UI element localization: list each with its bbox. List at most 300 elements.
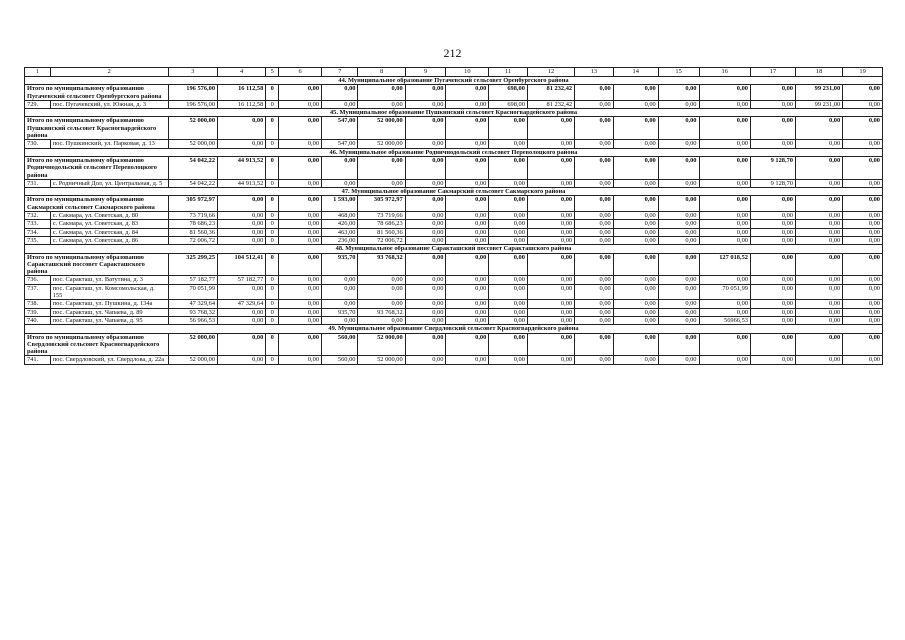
value-cell: 0,00 [279, 284, 322, 300]
value-cell: 16 112,58 [218, 100, 266, 108]
value-cell: 0,00 [405, 316, 446, 324]
value-cell: 0,00 [489, 276, 528, 284]
value-cell: 0,00 [796, 228, 843, 236]
table-row [25, 100, 883, 108]
value-cell: 0,00 [613, 220, 658, 228]
value-cell: 0,00 [613, 85, 658, 101]
value-cell: 0,00 [489, 228, 528, 236]
value-cell: 0,00 [405, 117, 446, 140]
value-cell: 0,00 [489, 253, 528, 276]
value-cell: 0 [266, 212, 279, 220]
value-cell: 0,00 [613, 117, 658, 140]
column-header: 3 [168, 68, 217, 77]
table-row [25, 179, 883, 187]
value-cell: 0,00 [843, 236, 883, 244]
section-title-row [25, 77, 883, 85]
value-cell: 0,00 [613, 333, 658, 356]
value-cell: 0,00 [750, 228, 795, 236]
value-cell: 0,00 [218, 212, 266, 220]
register-table [24, 67, 883, 365]
value-cell: 0,00 [575, 140, 614, 148]
value-cell: 73 719,66 [168, 212, 217, 220]
value-cell: 547,00 [322, 140, 358, 148]
value-cell: 0,00 [218, 236, 266, 244]
value-cell: 0,00 [279, 196, 322, 212]
value-cell: 0,00 [489, 196, 528, 212]
value-cell: 0,00 [658, 228, 699, 236]
value-cell: 0 [266, 316, 279, 324]
value-cell: 0,00 [405, 236, 446, 244]
value-cell: 0,00 [575, 284, 614, 300]
value-cell: 0,00 [527, 356, 574, 364]
row-address: пос. Пушкинский, ул. Парковая, д. 13 [50, 140, 168, 148]
value-cell: 0 [266, 179, 279, 187]
value-cell: 0,00 [796, 140, 843, 148]
table-row [25, 300, 883, 308]
row-number: 735. [25, 236, 51, 244]
value-cell: 0,00 [843, 300, 883, 308]
row-number: 729. [25, 100, 51, 108]
value-cell: 0,00 [843, 85, 883, 101]
row-address: с. Сакмара, ул. Советская, д. 84 [50, 228, 168, 236]
value-cell: 93 768,32 [358, 308, 405, 316]
value-cell: 56 966,53 [168, 316, 217, 324]
column-header: 16 [699, 68, 750, 77]
section-title-row [25, 245, 883, 253]
value-cell: 0,00 [613, 212, 658, 220]
value-cell: 52 000,00 [168, 356, 217, 364]
value-cell: 0,00 [279, 236, 322, 244]
value-cell: 0,00 [279, 117, 322, 140]
value-cell: 0,00 [489, 308, 528, 316]
value-cell: 0,00 [279, 100, 322, 108]
value-cell: 0,00 [750, 212, 795, 220]
value-cell: 0,00 [843, 196, 883, 212]
value-cell: 0,00 [489, 284, 528, 300]
value-cell: 0 [266, 196, 279, 212]
value-cell: 0,00 [527, 300, 574, 308]
value-cell: 47 329,64 [168, 300, 217, 308]
value-cell: 0,00 [658, 220, 699, 228]
column-header: 10 [446, 68, 489, 77]
value-cell: 0,00 [527, 117, 574, 140]
value-cell: 0,00 [750, 276, 795, 284]
value-cell: 0,00 [446, 356, 489, 364]
value-cell: 0 [266, 140, 279, 148]
section-title: 48. Муниципальное образование Саракташский поссовет Саракташского района [25, 245, 883, 253]
value-cell: 47 329,64 [218, 300, 266, 308]
value-cell: 70 051,99 [168, 284, 217, 300]
value-cell: 0,00 [489, 212, 528, 220]
value-cell: 0,00 [750, 300, 795, 308]
value-cell: 0,00 [446, 253, 489, 276]
value-cell: 0,00 [218, 220, 266, 228]
total-label: Итого по муниципальному образованию Пушкинский сельсовет Красногвардейского района [25, 117, 169, 140]
value-cell: 426,00 [322, 220, 358, 228]
value-cell: 0,00 [527, 276, 574, 284]
column-header: 17 [750, 68, 795, 77]
value-cell: 0,00 [796, 196, 843, 212]
value-cell: 0,00 [527, 236, 574, 244]
value-cell: 0,00 [279, 220, 322, 228]
value-cell: 0,00 [446, 140, 489, 148]
value-cell: 0,00 [699, 196, 750, 212]
value-cell: 0,00 [489, 356, 528, 364]
value-cell: 0,00 [658, 117, 699, 140]
value-cell: 0,00 [658, 308, 699, 316]
value-cell: 698,00 [489, 85, 528, 101]
section-title-row [25, 148, 883, 156]
value-cell: 0,00 [405, 85, 446, 101]
value-cell: 0,00 [658, 333, 699, 356]
value-cell: 0,00 [750, 140, 795, 148]
value-cell: 0,00 [405, 100, 446, 108]
value-cell: 0,00 [750, 356, 795, 364]
value-cell: 72 006,72 [358, 236, 405, 244]
value-cell: 0,00 [658, 284, 699, 300]
total-row [25, 117, 883, 140]
value-cell: 0,00 [218, 284, 266, 300]
value-cell: 0,00 [527, 228, 574, 236]
value-cell: 305 972,97 [168, 196, 217, 212]
value-cell: 0,00 [489, 156, 528, 179]
value-cell: 0 [266, 253, 279, 276]
value-cell: 236,00 [322, 236, 358, 244]
register-body [25, 68, 883, 365]
value-cell: 0,00 [218, 228, 266, 236]
value-cell: 56966,53 [699, 316, 750, 324]
section-title: 44. Муниципальное образование Пугачевский сельсовет Оренбургского района [25, 77, 883, 85]
value-cell: 0,00 [843, 156, 883, 179]
value-cell: 9 128,70 [750, 179, 795, 187]
value-cell: 0,00 [699, 228, 750, 236]
row-address: пос. Саракташ, ул. Чапаева, д. 89 [50, 308, 168, 316]
value-cell: 57 182,77 [218, 276, 266, 284]
value-cell: 78 686,23 [168, 220, 217, 228]
value-cell: 0,00 [699, 276, 750, 284]
value-cell: 1 593,00 [322, 196, 358, 212]
value-cell: 104 512,41 [218, 253, 266, 276]
value-cell: 0,00 [750, 308, 795, 316]
value-cell: 0,00 [358, 156, 405, 179]
row-address: пос. Саракташ, ул. Пушкина, д. 134а [50, 300, 168, 308]
value-cell: 0,00 [843, 179, 883, 187]
section-title-row [25, 188, 883, 196]
value-cell: 0,00 [613, 356, 658, 364]
value-cell: 468,00 [322, 212, 358, 220]
value-cell: 127 018,52 [699, 253, 750, 276]
value-cell: 52 000,00 [358, 117, 405, 140]
value-cell: 0,00 [405, 356, 446, 364]
value-cell: 0,00 [405, 308, 446, 316]
section-title: 47. Муниципальное образование Сакмарский сельсовет Сакмарского района [25, 188, 883, 196]
value-cell: 0,00 [843, 212, 883, 220]
value-cell: 52 000,00 [168, 117, 217, 140]
value-cell: 0,00 [527, 316, 574, 324]
value-cell: 44 913,52 [218, 156, 266, 179]
value-cell: 0,00 [796, 220, 843, 228]
value-cell: 0,00 [796, 356, 843, 364]
value-cell: 547,00 [322, 117, 358, 140]
value-cell: 0,00 [489, 316, 528, 324]
value-cell: 0,00 [279, 276, 322, 284]
value-cell: 0,00 [796, 117, 843, 140]
value-cell: 52 000,00 [358, 333, 405, 356]
table-row [25, 228, 883, 236]
value-cell: 0,00 [843, 140, 883, 148]
value-cell: 0,00 [575, 179, 614, 187]
value-cell: 0 [266, 284, 279, 300]
value-cell: 0,00 [750, 316, 795, 324]
row-address: пос. Пугачевский, ул. Южная, д. 3 [50, 100, 168, 108]
row-number: 741. [25, 356, 51, 364]
total-label: Итого по муниципальному образованию Сакмарский сельсовет Сакмарского района [25, 196, 169, 212]
value-cell: 560,00 [322, 356, 358, 364]
value-cell: 0,00 [527, 140, 574, 148]
value-cell: 0,00 [750, 85, 795, 101]
value-cell: 0,00 [218, 356, 266, 364]
value-cell: 0,00 [218, 140, 266, 148]
column-header: 4 [218, 68, 266, 77]
column-header: 15 [658, 68, 699, 77]
value-cell: 0,00 [322, 85, 358, 101]
row-number: 730. [25, 140, 51, 148]
value-cell: 0,00 [613, 300, 658, 308]
value-cell: 0,00 [489, 300, 528, 308]
value-cell: 0,00 [843, 117, 883, 140]
value-cell: 0,00 [699, 140, 750, 148]
value-cell: 93 768,32 [358, 253, 405, 276]
row-number: 738. [25, 300, 51, 308]
value-cell: 0,00 [446, 156, 489, 179]
value-cell: 0,00 [322, 284, 358, 300]
row-address: с. Сакмара, ул. Советская, д. 86 [50, 236, 168, 244]
value-cell: 0,00 [843, 220, 883, 228]
value-cell: 0,00 [405, 179, 446, 187]
value-cell: 0,00 [796, 212, 843, 220]
table-row [25, 140, 883, 148]
value-cell: 0,00 [575, 308, 614, 316]
value-cell: 0,00 [446, 212, 489, 220]
value-cell: 57 182,77 [168, 276, 217, 284]
row-number: 734. [25, 228, 51, 236]
value-cell: 0,00 [843, 316, 883, 324]
value-cell: 0,00 [613, 140, 658, 148]
value-cell: 0,00 [796, 236, 843, 244]
value-cell: 0,00 [613, 156, 658, 179]
value-cell: 0,00 [796, 316, 843, 324]
value-cell: 0,00 [843, 356, 883, 364]
table-row [25, 276, 883, 284]
value-cell: 935,70 [322, 308, 358, 316]
value-cell: 0,00 [843, 308, 883, 316]
value-cell: 0,00 [358, 100, 405, 108]
row-address: с. Сакмара, ул. Советская, д. 83 [50, 220, 168, 228]
value-cell: 0,00 [613, 308, 658, 316]
value-cell: 0,00 [218, 308, 266, 316]
column-header: 5 [266, 68, 279, 77]
table-row [25, 220, 883, 228]
value-cell: 0,00 [358, 179, 405, 187]
value-cell: 0,00 [527, 179, 574, 187]
column-header: 19 [843, 68, 883, 77]
value-cell: 0,00 [658, 140, 699, 148]
value-cell: 0,00 [750, 284, 795, 300]
table-row [25, 284, 883, 300]
value-cell: 698,00 [489, 100, 528, 108]
value-cell: 0,00 [699, 333, 750, 356]
value-cell: 0 [266, 220, 279, 228]
value-cell: 54 042,22 [168, 156, 217, 179]
value-cell: 0,00 [613, 228, 658, 236]
table-row [25, 356, 883, 364]
value-cell: 0,00 [489, 179, 528, 187]
value-cell: 196 576,00 [168, 100, 217, 108]
value-cell: 0,00 [489, 117, 528, 140]
total-row [25, 333, 883, 356]
value-cell: 0,00 [279, 356, 322, 364]
value-cell: 0,00 [699, 300, 750, 308]
total-row [25, 196, 883, 212]
row-number: 733. [25, 220, 51, 228]
value-cell: 0,00 [658, 156, 699, 179]
row-number: 740. [25, 316, 51, 324]
value-cell: 0,00 [658, 212, 699, 220]
column-header: 18 [796, 68, 843, 77]
value-cell: 935,70 [322, 253, 358, 276]
value-cell: 0,00 [575, 196, 614, 212]
value-cell: 0,00 [796, 308, 843, 316]
value-cell: 0,00 [527, 196, 574, 212]
value-cell: 52 000,00 [358, 140, 405, 148]
value-cell: 0,00 [575, 100, 614, 108]
value-cell: 0,00 [750, 333, 795, 356]
value-cell: 52 000,00 [358, 356, 405, 364]
row-number: 737. [25, 284, 51, 300]
section-title-row [25, 325, 883, 333]
value-cell: 0,00 [322, 156, 358, 179]
value-cell: 0,00 [575, 156, 614, 179]
value-cell: 0,00 [527, 333, 574, 356]
column-header: 12 [527, 68, 574, 77]
value-cell: 0,00 [796, 253, 843, 276]
value-cell: 0,00 [527, 284, 574, 300]
value-cell: 463,00 [322, 228, 358, 236]
total-label: Итого по муниципальному образованию Пугачевский сельсовет Оренбургского района [25, 85, 169, 101]
value-cell: 0,00 [796, 276, 843, 284]
value-cell: 0,00 [843, 100, 883, 108]
value-cell: 73 719,66 [358, 212, 405, 220]
column-header: 6 [279, 68, 322, 77]
column-header: 1 [25, 68, 51, 77]
value-cell: 0,00 [843, 333, 883, 356]
value-cell: 81 560,36 [358, 228, 405, 236]
value-cell: 0,00 [658, 253, 699, 276]
value-cell: 0,00 [613, 179, 658, 187]
value-cell: 0,00 [613, 236, 658, 244]
value-cell: 0 [266, 85, 279, 101]
value-cell: 99 231,00 [796, 85, 843, 101]
value-cell: 0,00 [613, 284, 658, 300]
section-title: 46. Муниципальное образование Родничнодольский сельсовет Переволоцкого района [25, 148, 883, 156]
value-cell: 0,00 [658, 100, 699, 108]
value-cell: 0,00 [358, 316, 405, 324]
value-cell: 16 112,58 [218, 85, 266, 101]
value-cell: 0,00 [218, 333, 266, 356]
row-number: 736. [25, 276, 51, 284]
total-row [25, 156, 883, 179]
value-cell: 0,00 [796, 179, 843, 187]
value-cell: 0,00 [843, 284, 883, 300]
value-cell: 0 [266, 228, 279, 236]
value-cell: 0 [266, 333, 279, 356]
value-cell: 0,00 [658, 276, 699, 284]
value-cell: 0,00 [279, 308, 322, 316]
value-cell: 99 231,00 [796, 100, 843, 108]
value-cell: 0,00 [658, 356, 699, 364]
total-label: Итого по муниципальному образованию Свердловский сельсовет Красногвардейского района [25, 333, 169, 356]
value-cell: 0,00 [575, 356, 614, 364]
value-cell: 0,00 [699, 100, 750, 108]
value-cell: 0,00 [446, 179, 489, 187]
value-cell: 0,00 [658, 300, 699, 308]
value-cell: 0,00 [699, 308, 750, 316]
value-cell: 560,00 [322, 333, 358, 356]
row-address: пос. Саракташ, ул. Комсомольская, д. 155 [50, 284, 168, 300]
value-cell: 0,00 [279, 212, 322, 220]
value-cell: 0,00 [322, 300, 358, 308]
value-cell: 0,00 [358, 276, 405, 284]
row-number: 739. [25, 308, 51, 316]
value-cell: 0,00 [405, 156, 446, 179]
value-cell: 0,00 [405, 276, 446, 284]
value-cell: 0,00 [575, 228, 614, 236]
table-row [25, 308, 883, 316]
value-cell: 0,00 [322, 316, 358, 324]
value-cell: 0 [266, 117, 279, 140]
page-number: 212 [443, 46, 462, 60]
value-cell: 0,00 [405, 253, 446, 276]
value-cell: 0,00 [699, 117, 750, 140]
value-cell: 0,00 [446, 100, 489, 108]
value-cell: 0,00 [489, 220, 528, 228]
column-header: 9 [405, 68, 446, 77]
total-row [25, 85, 883, 101]
value-cell: 0,00 [699, 156, 750, 179]
value-cell: 0,00 [575, 253, 614, 276]
value-cell: 0,00 [446, 117, 489, 140]
value-cell: 0,00 [489, 140, 528, 148]
value-cell: 0,00 [796, 300, 843, 308]
value-cell: 0,00 [750, 236, 795, 244]
value-cell: 0,00 [279, 140, 322, 148]
value-cell: 0,00 [750, 100, 795, 108]
value-cell: 0,00 [527, 308, 574, 316]
value-cell: 0,00 [575, 212, 614, 220]
row-address: пос. Свердловский, ул. Свердлова, д. 22а [50, 356, 168, 364]
value-cell: 0,00 [699, 236, 750, 244]
value-cell: 0,00 [575, 85, 614, 101]
value-cell: 0,00 [527, 220, 574, 228]
value-cell: 0,00 [575, 276, 614, 284]
section-title-row [25, 109, 883, 117]
column-header: 7 [322, 68, 358, 77]
value-cell: 0,00 [218, 316, 266, 324]
value-cell: 0,00 [750, 220, 795, 228]
value-cell: 0,00 [322, 179, 358, 187]
value-cell: 0,00 [750, 196, 795, 212]
value-cell: 0,00 [613, 253, 658, 276]
